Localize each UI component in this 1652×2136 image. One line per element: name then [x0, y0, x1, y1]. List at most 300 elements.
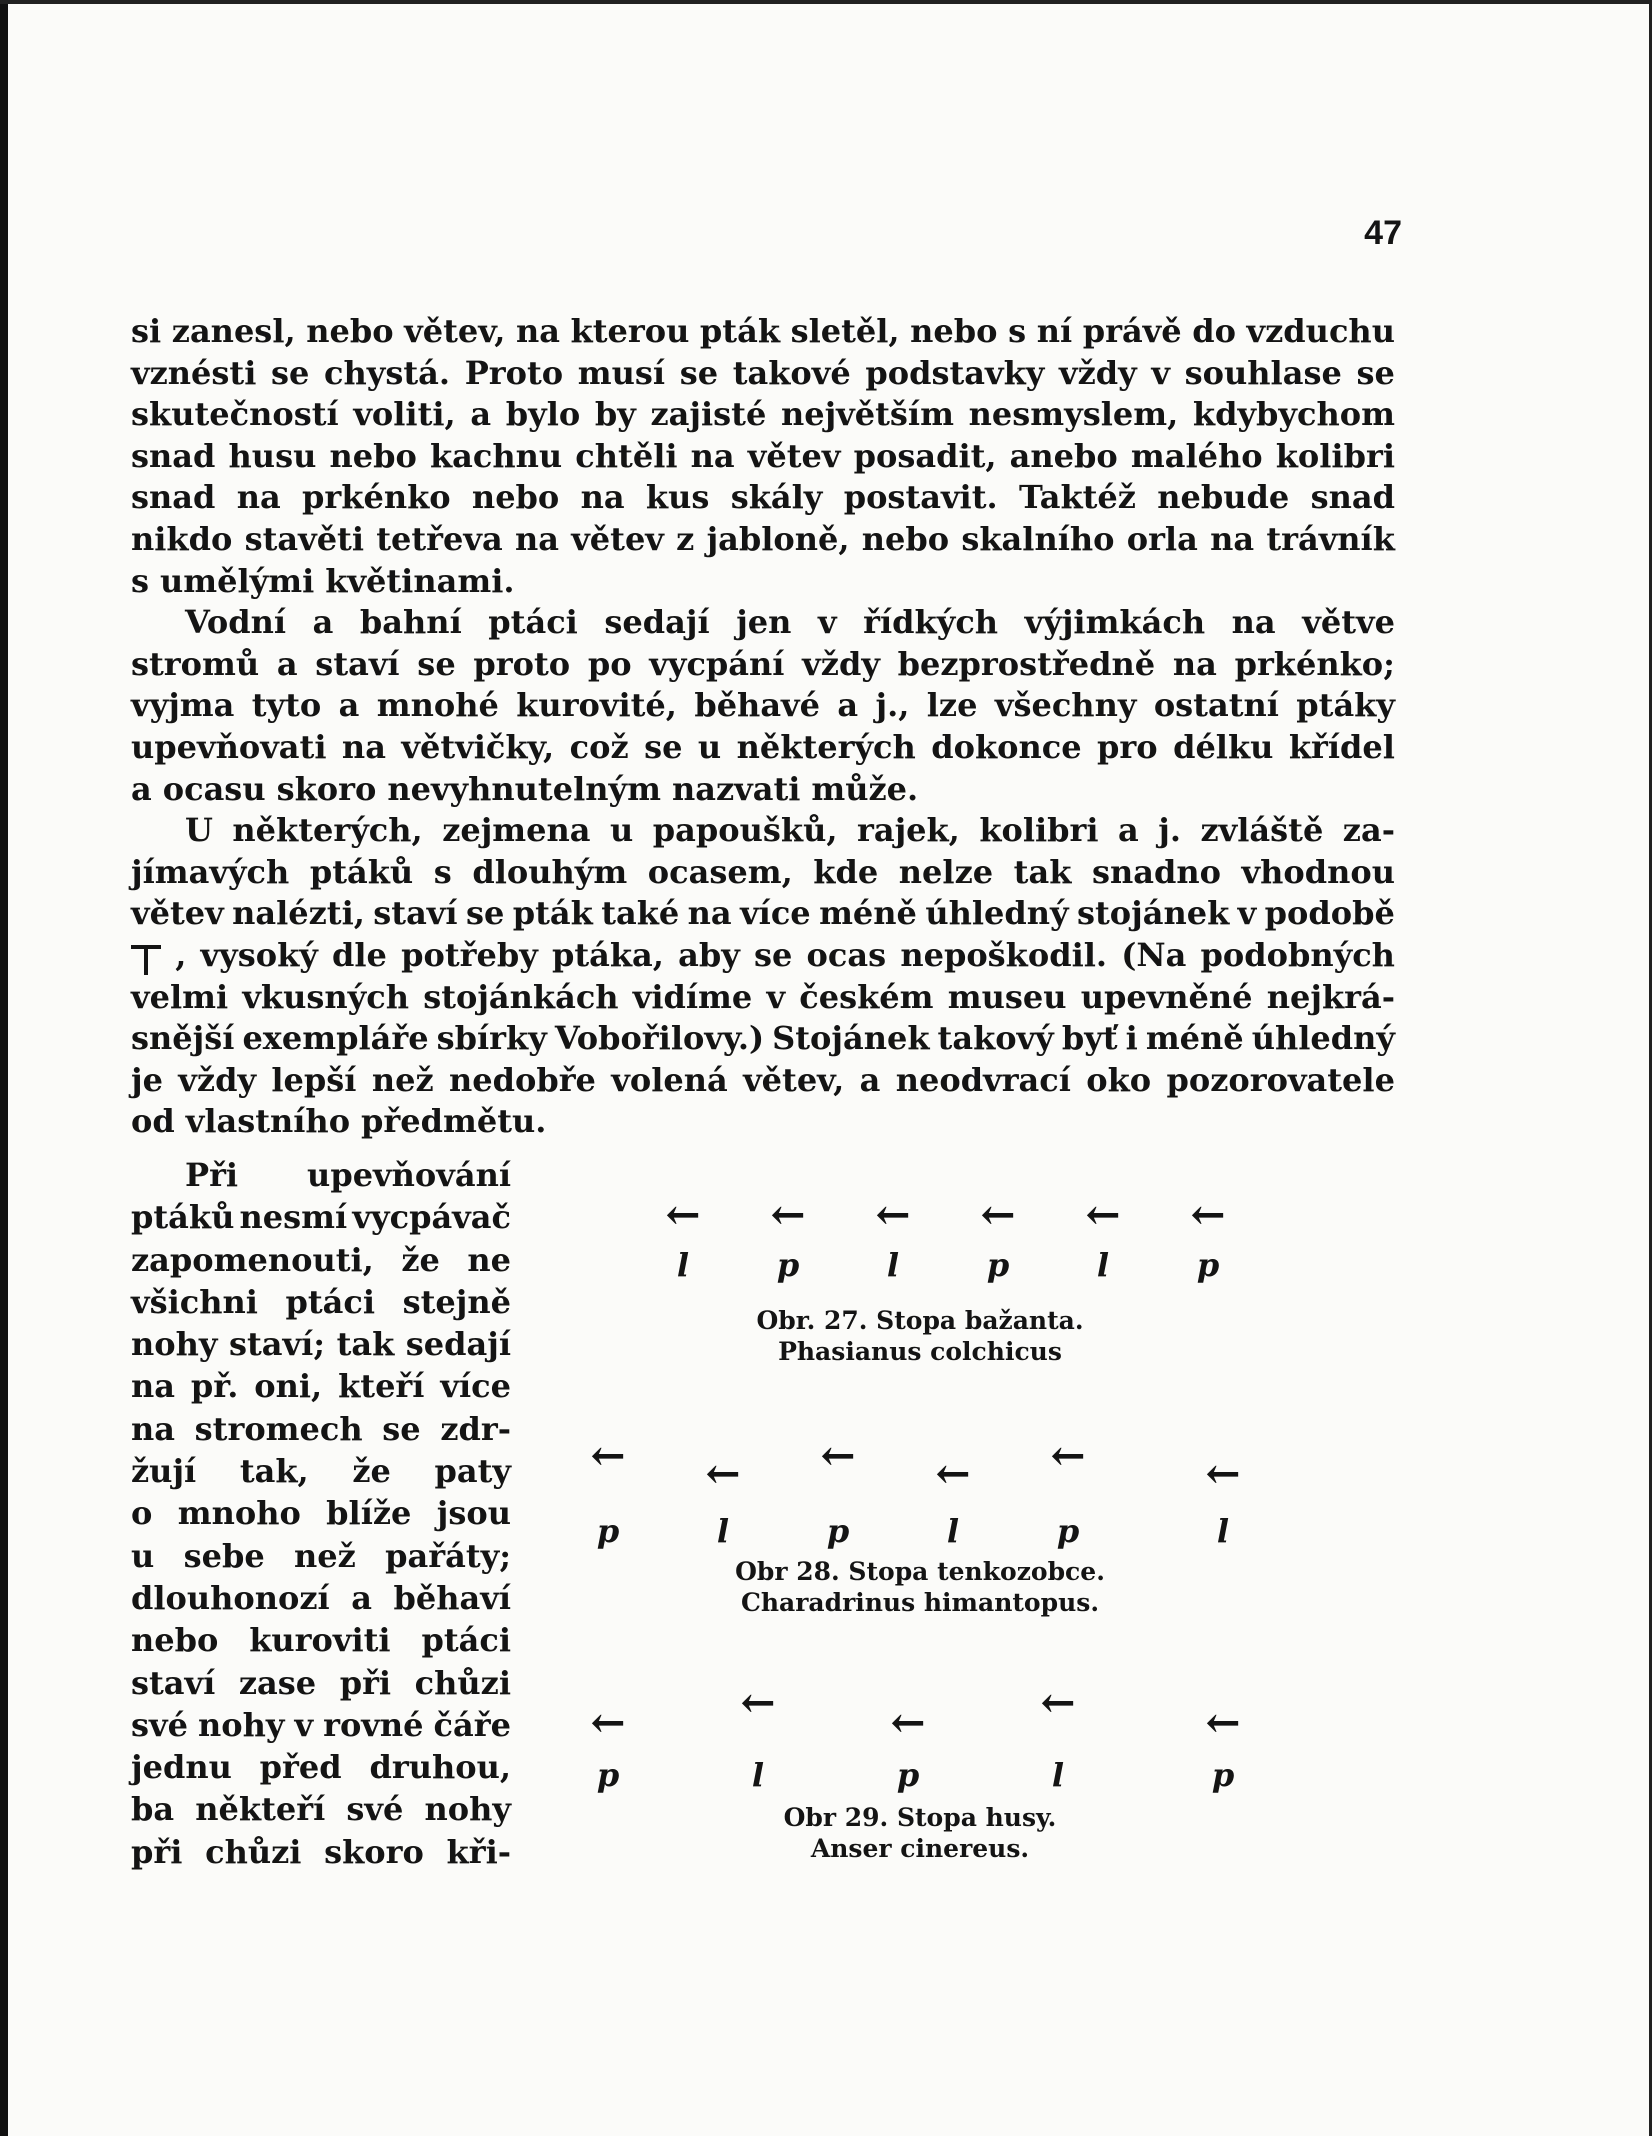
- arrow-glyph: ←: [980, 1190, 1016, 1239]
- word: ptáci: [488, 603, 578, 642]
- word: což: [569, 727, 629, 766]
- word: byť: [1061, 1019, 1118, 1058]
- track-arrow-icon: [1195, 1698, 1251, 1747]
- word: stromech: [194, 1409, 363, 1448]
- word: si: [131, 312, 162, 350]
- word: řídkých: [863, 603, 999, 642]
- word: s: [1008, 312, 1027, 350]
- word: výjimkách: [1024, 603, 1206, 642]
- side-text-line: [131, 1239, 511, 1281]
- word: kteří: [338, 1367, 425, 1406]
- word: nebo: [329, 436, 417, 475]
- text-line: [131, 935, 1395, 977]
- word: snad: [131, 436, 216, 475]
- word: dle: [332, 935, 387, 974]
- word: kurovité,: [516, 686, 677, 725]
- word: se: [1356, 353, 1395, 392]
- word: také: [601, 894, 680, 933]
- text-line: [131, 436, 1395, 478]
- text-line: [131, 311, 1395, 353]
- word: větve: [1302, 603, 1395, 642]
- word: do: [1192, 312, 1236, 350]
- word: kachnu: [429, 436, 563, 475]
- word: chtěli: [575, 436, 678, 475]
- word: nohy: [131, 1325, 218, 1364]
- arrow-glyph: ←: [665, 1190, 701, 1239]
- word: na: [1231, 603, 1276, 642]
- word: se: [644, 727, 683, 766]
- track-arrow-icon: [1075, 1190, 1131, 1239]
- word: (Na: [1121, 935, 1187, 974]
- word: nazvati: [671, 769, 801, 808]
- word: pozorovatele: [1166, 1060, 1395, 1099]
- word: zase: [238, 1663, 317, 1702]
- text-line: [131, 561, 1395, 603]
- word: nedobře: [448, 1060, 596, 1099]
- track-arrow-icon: [695, 1449, 751, 1498]
- word: u: [610, 811, 634, 850]
- word: potřeby: [401, 935, 538, 974]
- track-foot-label: l: [676, 1246, 690, 1284]
- word: orla: [1126, 519, 1198, 558]
- word: nepoškodil.: [900, 935, 1108, 974]
- word: o: [131, 1494, 153, 1533]
- word: největším: [780, 395, 954, 434]
- word: ní: [1036, 312, 1073, 350]
- word: tyto: [251, 686, 322, 725]
- word: v: [817, 603, 837, 642]
- word: dokonce: [931, 727, 1082, 766]
- word: husu: [228, 436, 317, 475]
- word: Proto: [464, 353, 564, 392]
- word: nelze: [898, 852, 994, 891]
- word: prkénko: [302, 478, 451, 517]
- text-line: [131, 353, 1395, 395]
- word: upevňování: [307, 1156, 511, 1194]
- word: staví: [315, 644, 400, 683]
- word: anebo: [1009, 436, 1118, 475]
- word: sbírky: [436, 1019, 547, 1058]
- word: sletěl,: [790, 312, 900, 350]
- word: sebe: [183, 1536, 265, 1575]
- word: jednu: [131, 1748, 232, 1787]
- word: blíže: [326, 1494, 412, 1533]
- word: ocasem,: [647, 852, 793, 891]
- word: posadit,: [853, 436, 997, 475]
- track-foot-label: l: [716, 1512, 730, 1550]
- word: větev,: [743, 1060, 845, 1099]
- word: ba: [131, 1790, 175, 1829]
- arrow-glyph: ←: [705, 1449, 741, 1498]
- word: křídel: [1288, 727, 1395, 766]
- word: některých: [736, 727, 916, 766]
- word: vysoký: [200, 935, 318, 974]
- side-text-line: [131, 1323, 511, 1365]
- word: rovné: [323, 1705, 424, 1744]
- word: větev: [131, 894, 224, 933]
- track-arrow-icon: [865, 1190, 921, 1239]
- side-text-line: [131, 1577, 511, 1619]
- word: Vobořilovy.): [554, 1019, 765, 1058]
- word: skalního: [961, 519, 1115, 558]
- word: souhlase: [1184, 353, 1342, 392]
- track-foot-label: p: [596, 1512, 620, 1550]
- word: podstavky: [865, 353, 1045, 392]
- word: skutečností: [131, 395, 339, 434]
- word: ocas: [806, 935, 887, 974]
- track-arrow-icon: [580, 1431, 636, 1480]
- word: a: [338, 686, 360, 725]
- track-arrow-icon: [810, 1431, 866, 1480]
- side-text-line: [131, 1154, 511, 1196]
- word: kolibri: [1275, 436, 1395, 475]
- word: se: [382, 1409, 421, 1448]
- word: tak: [1013, 852, 1072, 891]
- word: s: [131, 561, 150, 600]
- side-text-line: [131, 1492, 511, 1534]
- word: stejně: [402, 1282, 511, 1321]
- word: aby: [678, 935, 740, 974]
- figure-caption: Obr 29. Stopa husy.: [783, 1803, 1057, 1832]
- word: museu: [947, 977, 1067, 1016]
- word: více: [440, 1367, 511, 1406]
- word: na: [687, 894, 732, 933]
- word: stojánkách: [423, 977, 619, 1016]
- text-line: [131, 519, 1395, 561]
- word: větev: [571, 519, 664, 558]
- word: z: [676, 519, 695, 558]
- word: a: [276, 644, 298, 683]
- word: j.,: [875, 686, 910, 725]
- track-arrow-icon: [970, 1190, 1026, 1239]
- word: právě: [1082, 312, 1182, 350]
- word: na: [515, 312, 560, 350]
- side-text-line: [131, 1619, 511, 1661]
- word: dlouhonozí: [131, 1578, 330, 1617]
- word: voliti,: [353, 395, 456, 434]
- word: takové: [732, 353, 851, 392]
- word: v: [1237, 894, 1257, 933]
- word: úhledný: [1251, 1019, 1395, 1058]
- word: a: [1118, 811, 1139, 850]
- word: nalézti,: [232, 894, 365, 933]
- track-foot-label: l: [946, 1512, 960, 1550]
- word: délku: [1173, 727, 1274, 766]
- word: bylo: [505, 395, 581, 434]
- word: jabloně,: [706, 519, 850, 558]
- word: nebo: [471, 478, 560, 517]
- word: než: [294, 1536, 356, 1575]
- word: nebude: [1157, 478, 1290, 517]
- word: ptáků: [131, 1198, 235, 1237]
- word: sedají: [405, 1325, 511, 1364]
- word: ocasu: [162, 769, 266, 808]
- figure-caption: Obr. 27. Stopa bažanta.: [756, 1306, 1084, 1335]
- word: sedají: [604, 603, 710, 642]
- word: skály: [730, 478, 823, 517]
- word: je: [131, 1060, 163, 1099]
- word: vycpávač: [352, 1198, 511, 1237]
- word: pták: [699, 312, 780, 350]
- word: a: [351, 1578, 372, 1617]
- arrow-glyph: ←: [1040, 1678, 1076, 1727]
- word: lze: [926, 686, 978, 725]
- word: jen: [736, 603, 792, 642]
- track-foot-label: p: [596, 1756, 620, 1794]
- word: větev,: [404, 312, 506, 350]
- word: pták: [512, 894, 593, 933]
- word: své: [346, 1790, 404, 1829]
- figure-caption: Obr 28. Stopa tenkozobce.: [735, 1557, 1105, 1586]
- word: na: [690, 436, 735, 475]
- word: se: [465, 894, 505, 933]
- text-line: [131, 477, 1395, 519]
- word: vlastního: [185, 1102, 351, 1141]
- word: v: [294, 1705, 314, 1744]
- word: nejkrá-: [1266, 977, 1395, 1016]
- word: ptáci: [421, 1621, 511, 1660]
- word: ptáky: [1296, 686, 1395, 725]
- word: méně: [1145, 1019, 1244, 1058]
- page-number: 47: [1364, 214, 1402, 252]
- word: všechny: [994, 686, 1137, 725]
- track-arrow-icon: [925, 1449, 981, 1498]
- word: běhaví: [393, 1578, 511, 1617]
- word: před: [259, 1748, 342, 1787]
- side-text-line: [131, 1196, 511, 1238]
- text-line: [131, 1018, 1395, 1060]
- word: zajisté: [650, 395, 767, 434]
- word: stromů: [131, 644, 260, 683]
- arrow-glyph: ←: [890, 1698, 926, 1747]
- arrow-glyph: ←: [935, 1449, 971, 1498]
- side-text-line: [131, 1746, 511, 1788]
- word: nesmyslem,: [968, 395, 1179, 434]
- arrow-glyph: ←: [820, 1431, 856, 1480]
- text-line: [131, 977, 1395, 1019]
- word: snad: [131, 478, 216, 517]
- arrow-glyph: ←: [770, 1190, 806, 1239]
- text-line: [131, 769, 1395, 811]
- word: bezprostředně: [897, 644, 1156, 683]
- scan-left-edge: [0, 0, 8, 2136]
- word: kuroviti: [249, 1621, 391, 1660]
- track-arrow-icon: [880, 1698, 936, 1747]
- word: podobných: [1200, 935, 1395, 974]
- word: úhledný: [925, 894, 1069, 933]
- figure-caption: Charadrinus himantopus.: [740, 1588, 1100, 1617]
- side-text-line: [131, 1831, 511, 1873]
- word: rajek,: [856, 811, 960, 850]
- word: paty: [434, 1452, 511, 1491]
- word: za-: [1342, 811, 1395, 850]
- side-text-line: [131, 1450, 511, 1492]
- word: se: [271, 353, 310, 392]
- word: nebo: [131, 1621, 219, 1660]
- word: velmi: [131, 977, 229, 1016]
- word: Stojánek: [772, 1019, 930, 1058]
- word: by: [594, 395, 636, 434]
- track-foot-label: p: [826, 1512, 850, 1550]
- word: staví: [373, 894, 458, 933]
- word: nesmí: [239, 1198, 348, 1237]
- word: u: [697, 727, 722, 766]
- word: a: [131, 769, 152, 808]
- word: kři-: [446, 1832, 511, 1871]
- word: v: [1151, 353, 1170, 392]
- track-foot-label: p: [1196, 1246, 1220, 1284]
- word: postavit.: [843, 478, 998, 517]
- word: než: [371, 1060, 434, 1099]
- word: a: [859, 1060, 881, 1099]
- figure-caption: Anser cinereus.: [810, 1834, 1030, 1863]
- word: se: [417, 644, 456, 683]
- word: zdr-: [440, 1409, 511, 1448]
- word: u: [131, 1536, 155, 1575]
- side-text-line: [131, 1535, 511, 1577]
- arrow-glyph: ←: [590, 1431, 626, 1480]
- side-text-line: [131, 1408, 511, 1450]
- word: staví;: [228, 1325, 326, 1364]
- word: kus: [645, 478, 710, 517]
- word: Taktéž: [1018, 478, 1136, 517]
- word: nohy: [197, 1705, 285, 1744]
- word: mnoho: [177, 1494, 301, 1533]
- track-foot-label: l: [1051, 1756, 1065, 1794]
- text-line: [131, 685, 1395, 727]
- word: bahní: [359, 603, 462, 642]
- word: kdybychom: [1192, 395, 1395, 434]
- word: větvičky,: [401, 727, 555, 766]
- word: tetřeva: [376, 519, 503, 558]
- track-arrow-icon: [1180, 1190, 1236, 1239]
- arrow-glyph: ←: [1085, 1190, 1121, 1239]
- figure-caption: Phasianus colchicus: [778, 1337, 1062, 1366]
- word: upevňovati: [131, 727, 327, 766]
- word: při: [339, 1663, 392, 1702]
- word: na: [236, 478, 281, 517]
- track-arrow-icon: [730, 1678, 786, 1727]
- track-foot-label: p: [896, 1756, 920, 1794]
- word: ptáků: [309, 852, 414, 891]
- word: může.: [811, 769, 919, 808]
- word: vyjma: [131, 686, 235, 725]
- track-arrow-icon: [1040, 1431, 1096, 1480]
- track-arrow-icon: [760, 1190, 816, 1239]
- word: více: [740, 894, 811, 933]
- word: zvláště: [1200, 811, 1324, 850]
- word: trávník: [1266, 519, 1395, 558]
- word: upevněné: [1080, 977, 1253, 1016]
- arrow-glyph: ←: [1205, 1449, 1241, 1498]
- track-foot-label: p: [1056, 1512, 1080, 1550]
- figure-pheasant-tracks: [560, 1190, 1280, 1425]
- track-arrow-icon: [1030, 1678, 1086, 1727]
- track-foot-label: l: [1096, 1246, 1110, 1284]
- word: snadno: [1091, 852, 1221, 891]
- word: že: [401, 1240, 440, 1279]
- word: exempláře: [242, 1019, 429, 1058]
- track-foot-label: l: [886, 1246, 900, 1284]
- word: větev: [747, 436, 841, 475]
- word: vždy: [802, 644, 880, 683]
- word: žují: [131, 1452, 197, 1491]
- word: jímavých: [131, 852, 290, 891]
- word: chystá.: [324, 353, 451, 392]
- word: nohy: [424, 1790, 511, 1829]
- word: s: [433, 852, 452, 891]
- text-line: [131, 1060, 1395, 1102]
- word: vycpání: [649, 644, 785, 683]
- word: chůzi: [414, 1663, 511, 1702]
- word: chůzi: [205, 1832, 302, 1871]
- word: předmětu.: [361, 1102, 547, 1141]
- text-line: [131, 602, 1395, 644]
- word: pařáty;: [385, 1536, 511, 1575]
- word: na: [131, 1367, 175, 1406]
- word: méně: [819, 894, 917, 933]
- word: staví: [131, 1663, 216, 1702]
- word: českém: [799, 977, 934, 1016]
- word: př.: [190, 1367, 239, 1406]
- side-text-line: [131, 1788, 511, 1830]
- track-foot-label: l: [1216, 1512, 1230, 1550]
- word: vidíme: [632, 977, 753, 1016]
- word: kolibri: [979, 811, 1099, 850]
- word: malého: [1130, 436, 1263, 475]
- text-line: [131, 1101, 1395, 1143]
- word: že: [352, 1452, 391, 1491]
- word: vznésti: [131, 353, 257, 392]
- word: zejmena: [442, 811, 591, 850]
- arrow-glyph: ←: [1050, 1431, 1086, 1480]
- word: pro: [1097, 727, 1158, 766]
- arrow-glyph: ←: [740, 1678, 776, 1727]
- side-text-line: [131, 1704, 511, 1746]
- word: své: [131, 1705, 188, 1744]
- word: květinami.: [325, 561, 515, 600]
- track-arrow-icon: [655, 1190, 711, 1239]
- word: mnohé: [376, 686, 499, 725]
- word: ne: [467, 1240, 511, 1279]
- word: tak: [336, 1325, 395, 1364]
- word: se: [753, 935, 793, 974]
- word: zapomenouti,: [131, 1240, 374, 1279]
- word: ptáci: [285, 1282, 376, 1321]
- word: lepší: [271, 1060, 357, 1099]
- word: běhavé: [694, 686, 820, 725]
- text-line: [131, 852, 1395, 894]
- word: po: [587, 644, 632, 683]
- figure-stilt-tracks: [560, 1431, 1280, 1666]
- word: oko: [1086, 1060, 1152, 1099]
- scan-top-edge: [0, 0, 1652, 4]
- word: na: [341, 727, 386, 766]
- word: na: [131, 1409, 175, 1448]
- word: umělými: [160, 561, 315, 600]
- word: na: [1210, 519, 1255, 558]
- word: někteří: [195, 1790, 326, 1829]
- word: stojánek: [1077, 894, 1230, 933]
- text-line: [131, 394, 1395, 436]
- word: nikdo: [131, 519, 233, 558]
- word: dlouhým: [472, 852, 628, 891]
- word: stavěti: [244, 519, 364, 558]
- word: od: [131, 1102, 175, 1141]
- arrow-glyph: ←: [590, 1698, 626, 1747]
- word: nebo: [910, 312, 998, 350]
- word: ,: [175, 935, 187, 974]
